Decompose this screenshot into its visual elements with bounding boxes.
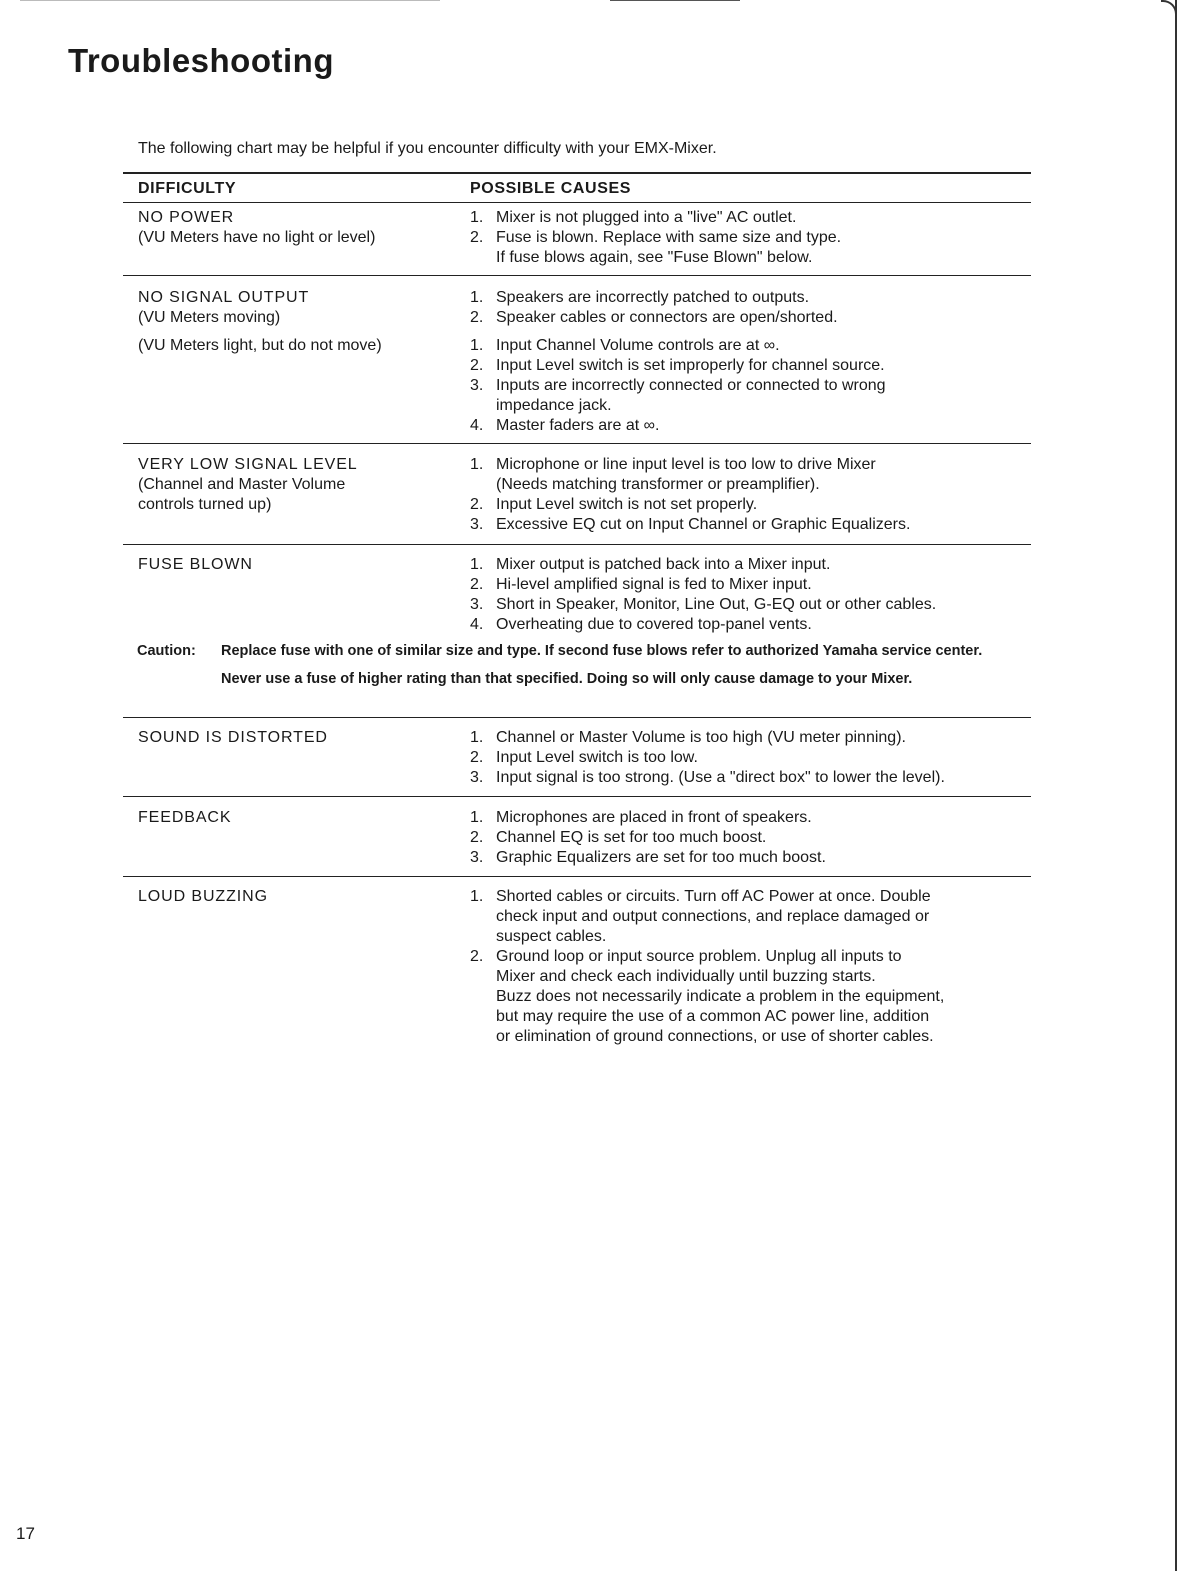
row-divider bbox=[123, 876, 1031, 877]
caution-note bbox=[137, 642, 1017, 688]
cause-item bbox=[470, 828, 826, 848]
page-title: Troubleshooting bbox=[68, 42, 334, 79]
cause-text: Mixer output is patched back into a Mixer input. bbox=[496, 556, 831, 573]
cause-item bbox=[470, 575, 936, 595]
cause-text: Mixer is not plugged into a "live" AC outlet. bbox=[496, 209, 797, 226]
cause-text: Graphic Equalizers are set for too much boost. bbox=[496, 849, 826, 866]
cause-number: 1. bbox=[470, 729, 484, 746]
cause-text: Channel EQ is set for too much boost. bbox=[496, 829, 767, 846]
row-divider bbox=[123, 796, 1031, 797]
cause-text-cont: Mixer and check each individually until buzzing starts. bbox=[496, 968, 876, 985]
cause-item bbox=[470, 455, 910, 495]
difficulty-sound-distorted bbox=[138, 728, 328, 748]
difficulty-note: controls turned up) bbox=[138, 496, 272, 513]
cause-item bbox=[470, 595, 936, 615]
row-divider bbox=[123, 717, 1031, 718]
cause-number: 2. bbox=[470, 948, 484, 965]
difficulty-very-low-signal bbox=[138, 455, 358, 515]
cause-item bbox=[470, 615, 936, 635]
cause-number: 3. bbox=[470, 849, 484, 866]
cause-text: Master faders are at ∞. bbox=[496, 417, 660, 434]
caution-text: Replace fuse with one of similar size and type. If second fuse blows refer to authorized Yamaha service center. bbox=[221, 643, 983, 659]
cause-text-cont: Buzz does not necessarily indicate a problem in the equipment, bbox=[496, 988, 945, 1005]
cause-text: Input Level switch is too low. bbox=[496, 749, 698, 766]
cause-number: 2. bbox=[470, 829, 484, 846]
difficulty-note: (VU Meters light, but do not move) bbox=[138, 337, 382, 354]
row-divider bbox=[123, 275, 1031, 276]
cause-number: 2. bbox=[470, 496, 484, 513]
intro-text: The following chart may be helpful if you encounter difficulty with your EMX-Mixer. bbox=[138, 140, 717, 157]
difficulty-no-signal-output bbox=[138, 288, 309, 328]
cause-item bbox=[470, 308, 838, 328]
difficulty-label: NO SIGNAL OUTPUT bbox=[138, 289, 310, 306]
causes-loud-buzzing bbox=[470, 887, 944, 1047]
cause-item bbox=[470, 728, 945, 748]
cause-number: 3. bbox=[470, 516, 484, 533]
cause-item bbox=[470, 555, 936, 575]
cause-item bbox=[470, 515, 910, 535]
cause-text: Overheating due to covered top-panel vents. bbox=[496, 616, 812, 633]
header-difficulty: DIFFICULTY bbox=[138, 180, 237, 197]
cause-number: 3. bbox=[470, 596, 484, 613]
cause-text-cont: suspect cables. bbox=[496, 928, 607, 945]
difficulty-note: (Channel and Master Volume bbox=[138, 476, 346, 493]
cause-item bbox=[470, 887, 944, 947]
causes-no-signal-output bbox=[470, 288, 838, 328]
cause-text: Ground loop or input source problem. Unplug all inputs to bbox=[496, 948, 902, 965]
difficulty-label: SOUND IS DISTORTED bbox=[138, 729, 328, 746]
cause-text-cont: but may require the use of a common AC power line, addition bbox=[496, 1008, 930, 1025]
cause-number: 2. bbox=[470, 309, 484, 326]
cause-number: 2. bbox=[470, 357, 484, 374]
cause-item bbox=[470, 288, 838, 308]
caution-label: Caution: bbox=[137, 643, 196, 659]
difficulty-label: LOUD BUZZING bbox=[138, 888, 268, 905]
difficulty-feedback bbox=[138, 808, 231, 828]
cause-item bbox=[470, 228, 841, 268]
cause-item bbox=[470, 356, 886, 376]
cause-number: 3. bbox=[470, 769, 484, 786]
cause-text: Input Channel Volume controls are at ∞. bbox=[496, 337, 780, 354]
scan-edge-line bbox=[20, 0, 440, 1]
difficulty-label: NO POWER bbox=[138, 209, 235, 226]
cause-number: 1. bbox=[470, 289, 484, 306]
caution-text-2: Never use a fuse of higher rating than that specified. Doing so will only cause damage to your Mixer. bbox=[221, 671, 913, 687]
cause-number: 3. bbox=[470, 377, 484, 394]
cause-item bbox=[470, 848, 826, 868]
cause-item bbox=[470, 748, 945, 768]
cause-item bbox=[470, 416, 886, 436]
causes-fuse-blown bbox=[470, 555, 936, 635]
cause-text: Input signal is too strong. (Use a "direct box" to lower the level). bbox=[496, 769, 945, 786]
cause-number: 4. bbox=[470, 417, 484, 434]
causes-no-power bbox=[470, 208, 841, 268]
causes-sound-distorted bbox=[470, 728, 945, 788]
cause-text-cont: or elimination of ground connections, or use of shorter cables. bbox=[496, 1028, 934, 1045]
page-edge bbox=[1175, 0, 1177, 1571]
cause-number: 2. bbox=[470, 749, 484, 766]
header-rule bbox=[123, 202, 1031, 203]
cause-item bbox=[470, 376, 886, 416]
cause-number: 1. bbox=[470, 456, 484, 473]
difficulty-label: FEEDBACK bbox=[138, 809, 232, 826]
difficulty-loud-buzzing bbox=[138, 887, 268, 907]
difficulty-note: (VU Meters have no light or level) bbox=[138, 229, 376, 246]
cause-text-cont: If fuse blows again, see "Fuse Blown" below. bbox=[496, 249, 813, 266]
row-divider bbox=[123, 443, 1031, 444]
cause-item bbox=[470, 208, 841, 228]
cause-item bbox=[470, 808, 826, 828]
difficulty-no-power bbox=[138, 208, 375, 248]
causes-vu-light-no-move bbox=[470, 336, 886, 436]
cause-text: Shorted cables or circuits. Turn off AC Power at once. Double bbox=[496, 888, 931, 905]
cause-number: 1. bbox=[470, 337, 484, 354]
cause-text: Hi-level amplified signal is fed to Mixer input. bbox=[496, 576, 812, 593]
cause-text: Short in Speaker, Monitor, Line Out, G-EQ out or other cables. bbox=[496, 596, 937, 613]
cause-text: Microphones are placed in front of speakers. bbox=[496, 809, 812, 826]
table-top-rule bbox=[123, 172, 1031, 174]
cause-number: 1. bbox=[470, 556, 484, 573]
cause-text: Inputs are incorrectly connected or connected to wrong bbox=[496, 377, 886, 394]
causes-feedback bbox=[470, 808, 826, 868]
difficulty-fuse-blown bbox=[138, 555, 253, 575]
cause-text: Input Level switch is set improperly for channel source. bbox=[496, 357, 885, 374]
cause-number: 4. bbox=[470, 616, 484, 633]
cause-text: Excessive EQ cut on Input Channel or Graphic Equalizers. bbox=[496, 516, 911, 533]
cause-text: Fuse is blown. Replace with same size and type. bbox=[496, 229, 842, 246]
cause-text-cont: impedance jack. bbox=[496, 397, 612, 414]
cause-number: 2. bbox=[470, 229, 484, 246]
cause-text-cont: check input and output connections, and replace damaged or bbox=[496, 908, 930, 925]
cause-text: Speakers are incorrectly patched to outputs. bbox=[496, 289, 810, 306]
difficulty-label: VERY LOW SIGNAL LEVEL bbox=[138, 456, 358, 473]
difficulty-vu-light-no-move bbox=[138, 336, 382, 356]
cause-item bbox=[470, 947, 944, 1047]
header-possible-causes: POSSIBLE CAUSES bbox=[470, 180, 632, 197]
cause-text: Microphone or line input level is too low to drive Mixer bbox=[496, 456, 876, 473]
cause-text: Channel or Master Volume is too high (VU meter pinning). bbox=[496, 729, 906, 746]
cause-number: 2. bbox=[470, 576, 484, 593]
page-number: 17 bbox=[16, 1524, 35, 1543]
cause-number: 1. bbox=[470, 888, 484, 905]
causes-very-low-signal bbox=[470, 455, 910, 535]
cause-item bbox=[470, 336, 886, 356]
cause-text-cont: (Needs matching transformer or preamplifier). bbox=[496, 476, 820, 493]
cause-item bbox=[470, 495, 910, 515]
scan-edge-line bbox=[610, 0, 740, 1]
cause-text: Input Level switch is not set properly. bbox=[496, 496, 758, 513]
difficulty-label: FUSE BLOWN bbox=[138, 556, 253, 573]
cause-item bbox=[470, 768, 945, 788]
cause-number: 1. bbox=[470, 209, 484, 226]
cause-number: 1. bbox=[470, 809, 484, 826]
difficulty-note: (VU Meters moving) bbox=[138, 309, 281, 326]
cause-text: Speaker cables or connectors are open/shorted. bbox=[496, 309, 838, 326]
row-divider bbox=[123, 544, 1031, 545]
